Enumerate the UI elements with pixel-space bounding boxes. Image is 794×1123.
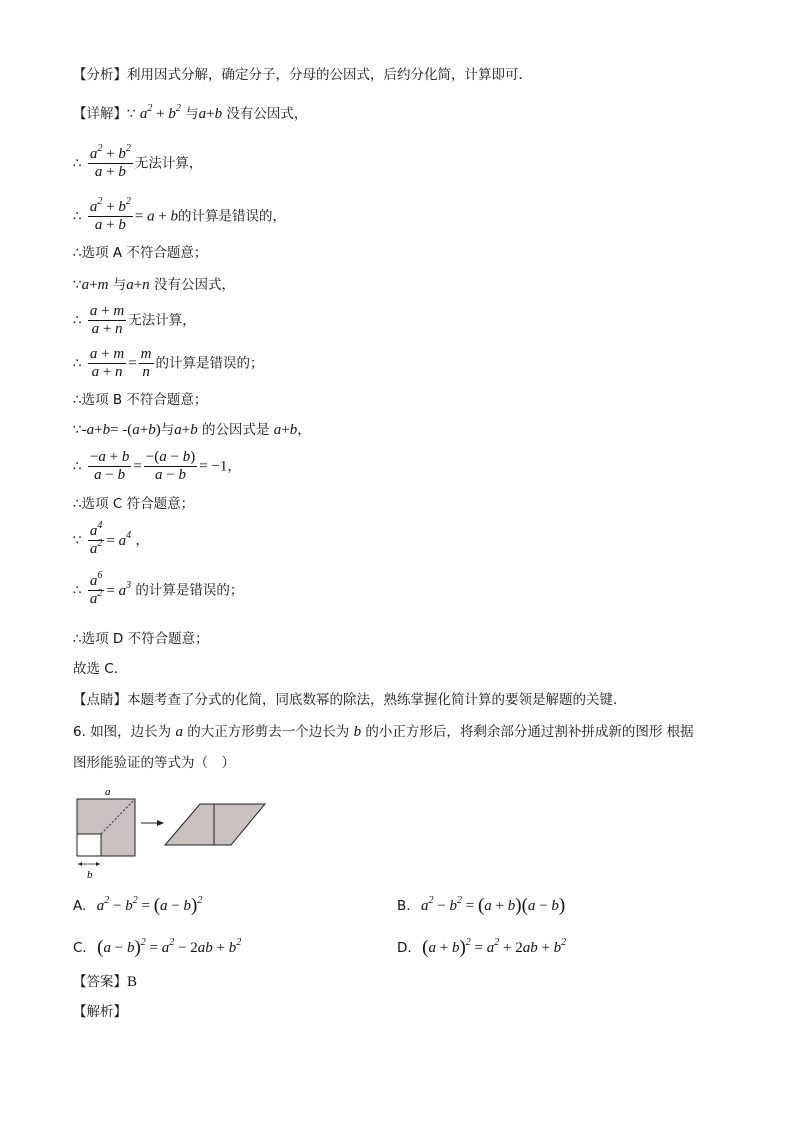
detail-line-13 (73, 570, 244, 608)
small-square (77, 834, 101, 856)
because-symbol: ∵ (73, 277, 82, 293)
var-b: b (353, 724, 362, 740)
cannot-compute-text: 无法计算， (134, 155, 203, 172)
question-text-part: 如图，边长为 (90, 724, 172, 740)
option-A[interactable] (73, 895, 202, 917)
var-a: a (175, 724, 183, 740)
option-C[interactable] (73, 937, 241, 959)
final-choice: 故选 C． (73, 661, 128, 677)
comma: ， (297, 422, 311, 438)
expr-neg-a-plus-b: -a+b= -(a+b) (81, 422, 161, 438)
no-common-factor-text: 没有公因式， (153, 277, 235, 293)
result-minus-one: = −1 (199, 458, 228, 475)
because-symbol: ∵ (73, 532, 82, 549)
fraction-neg-a-minus-b-over-a-minus-b: $\frac{-(a - b)}{a - b}$ (145, 449, 196, 483)
detail-line-2 (73, 143, 203, 181)
detail-line-1 (73, 105, 307, 123)
answer-line (73, 973, 137, 991)
fraction-a2b2-over-ab: $\frac{a^2 + b^2}{a + b}$ (89, 196, 131, 233)
expr-a2-plus-b2: $a^2 + b^2$ (139, 103, 181, 122)
is-wrong-text: 的计算是错误的； (155, 355, 264, 372)
comment-text: 本题考查了分式的化简，同底数幂的除法，熟练掌握化简计算的要领是解题的关键． (127, 692, 627, 708)
fraction-a4-over-a2: $\frac{a^4}{a^2}$ (89, 520, 103, 557)
option-C-result: ∴选项 C 符合题意； (73, 496, 195, 512)
expr-equals-a-plus-b: = a + b (134, 208, 179, 225)
arrow-head (157, 820, 164, 826)
is-wrong-text: 的计算是错误的， (178, 208, 287, 225)
option-D-formula: $(a + b)^2 = a^2 + 2ab + b^2$ (422, 937, 567, 958)
detail-line-9 (73, 421, 311, 439)
fraction-a2b2-over-ab: $\frac{a^2 + b^2}{a + b}$ (89, 143, 131, 180)
fraction-m-over-n: $\frac{m}{n}$ (140, 346, 152, 380)
detail-tag: 【详解】 (73, 106, 127, 122)
square-cut-figure (72, 784, 272, 884)
option-B-label: B. (397, 898, 411, 914)
detail-line-12: ∵ $\frac{a^4}{a^2}$ = $a^4$ ， (73, 520, 149, 557)
expr-a-plus-m: a+m (81, 277, 109, 293)
figure-label-a: a (105, 786, 111, 798)
detail-line-10: ∴ $\frac{-a + b}{a - b}$ = $\frac{-(a - b)}{a - b}$ = −1， (73, 449, 241, 483)
fraction-a6-over-a2: $\frac{a^6}{a^2}$ (89, 570, 103, 607)
cannot-compute-text: 无法计算， (128, 312, 196, 329)
comment-line (73, 691, 627, 709)
option-A-label: A. (73, 898, 87, 914)
explain-tag: 【解析】 (73, 1004, 127, 1020)
therefore-symbol: ∴ (73, 312, 82, 329)
because-symbol: ∵ (127, 106, 136, 122)
connector-text: 与 (185, 106, 199, 122)
answer-tag: 【答案】 (73, 974, 127, 990)
fraction-neg-a-plus-b-over-a-minus-b: $\frac{-a + b}{a - b}$ (89, 449, 130, 483)
no-common-factor-text: 没有公因式， (226, 106, 308, 122)
detail-line-6 (73, 303, 196, 338)
expr-a-plus-b: a+b (174, 422, 198, 438)
therefore-symbol: ∴ (73, 155, 82, 172)
therefore-symbol: ∴ (73, 458, 82, 475)
connector-text: 与 (112, 277, 127, 293)
question-number: 6. (73, 724, 86, 740)
arrow-head (78, 862, 82, 866)
option-A-formula: $a^2 - b^2 = (a - b)^2$ (96, 895, 203, 916)
option-B-result: ∴选项 B 不符合题意； (73, 392, 208, 408)
detail-line-5 (73, 276, 235, 294)
question-text-part: 的小正方形后，将剩余部分通过割补拼成新的图形 根据 (365, 724, 694, 740)
analysis-line (73, 66, 532, 84)
therefore-symbol: ∴ (73, 355, 82, 372)
answer-value: B (127, 974, 138, 990)
figure-label-b: b (87, 869, 93, 881)
fraction-am-over-an: $\frac{a + m}{a + n}$ (89, 303, 125, 337)
common-factor-text: 的公因式是 (202, 422, 270, 438)
is-wrong-text: 的计算是错误的； (135, 582, 244, 599)
question-line-2: 图形能验证的等式为（ ） (73, 755, 235, 771)
option-C-formula: $(a - b)^2 = a^2 - 2ab + b^2$ (97, 937, 242, 958)
option-D[interactable] (397, 937, 566, 959)
option-D-result: ∴选项 D 不符合题意； (73, 631, 209, 647)
question-text-part: 的大正方形剪去一个边长为 (187, 724, 350, 740)
option-C-label: C. (73, 940, 87, 956)
detail-line-3 (73, 196, 287, 234)
option-A-result: ∴选项 A 不符合题意； (73, 245, 208, 261)
expr-equals-a4: = $a^4$ (106, 529, 132, 549)
expr-a-plus-n: a+n (126, 277, 150, 293)
comment-tag: 【点睛】 (73, 692, 127, 708)
parallelogram-shape (165, 804, 265, 845)
detail-line-7: ∴ $\frac{a + m}{a + n}$ = $\frac{m}{n}$ 的计算是错误的； (73, 346, 264, 380)
arrow-head (96, 862, 100, 866)
therefore-symbol: ∴ (73, 582, 82, 599)
expr-equals-a3: = $a^3$ (106, 579, 132, 599)
analysis-text: 利用因式分解，确定分子，分母的公因式，后约分化简，计算即可． (127, 67, 532, 83)
option-B-formula: $a^2 - b^2 = (a + b)(a - b)$ (421, 895, 566, 916)
fraction-am-over-an: $\frac{a + m}{a + n}$ (89, 346, 125, 380)
expr-a-plus-b: a+b (273, 422, 298, 438)
therefore-symbol: ∴ (73, 208, 82, 225)
option-D-label: D. (397, 940, 412, 956)
analysis-tag: 【分析】 (73, 67, 127, 83)
question-line-1 (73, 723, 694, 741)
option-B[interactable] (397, 895, 565, 917)
because-symbol: ∵ (73, 422, 82, 438)
expr-a-plus-b: a+b (198, 106, 223, 122)
connector-text: 与 (160, 422, 175, 438)
